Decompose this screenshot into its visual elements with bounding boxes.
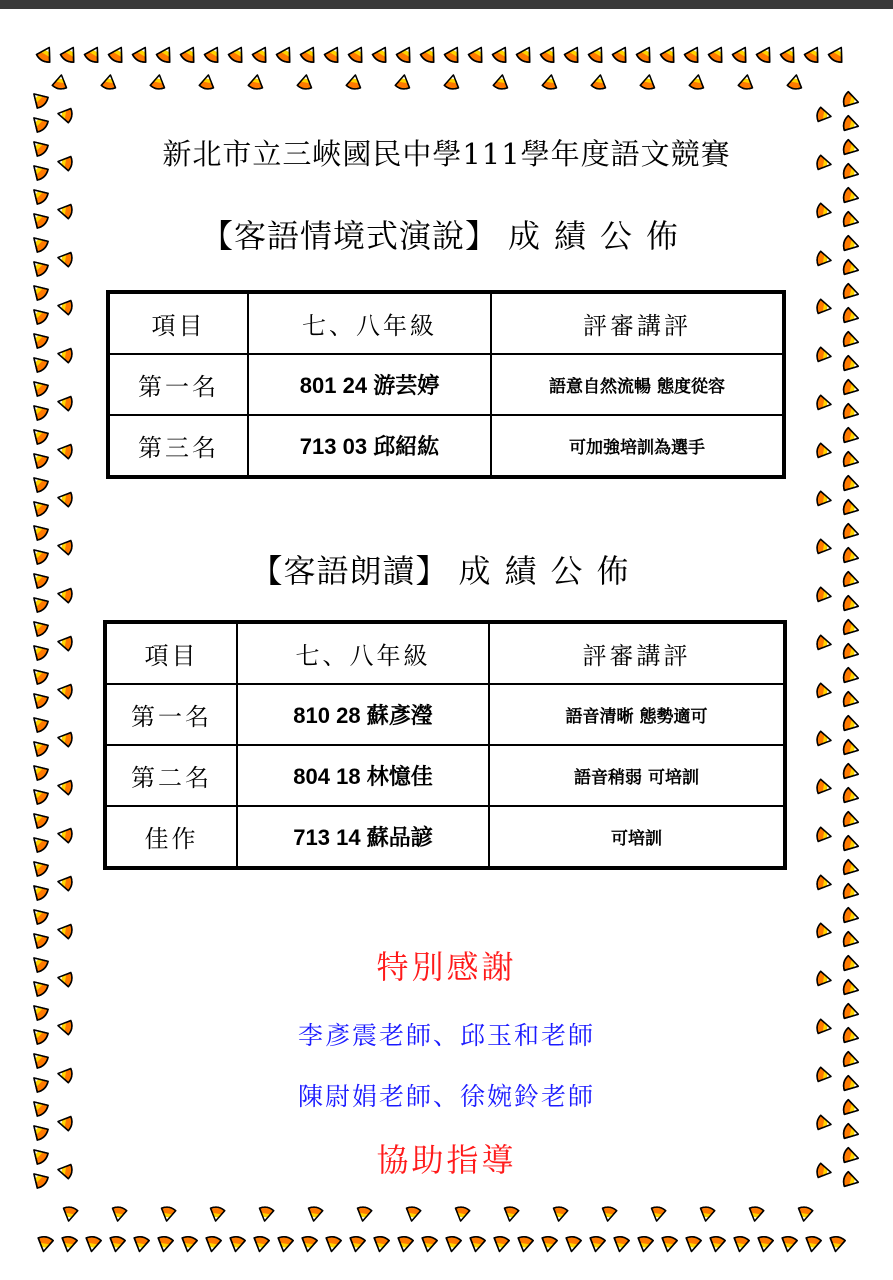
- candy-corn-icon: [683, 44, 704, 64]
- student-cell: 713 14 蘇品諺: [237, 806, 489, 868]
- thanks-closing: 協助指導: [376, 1141, 517, 1179]
- candy-corn-icon: [29, 641, 50, 662]
- comment-cell: 可加強培訓為選手: [491, 415, 784, 477]
- candy-corn-icon: [29, 713, 50, 734]
- candy-corn-icon: [731, 44, 752, 64]
- candy-corn-icon: [57, 299, 73, 316]
- candy-corn-icon: [60, 1236, 78, 1253]
- candy-corn-icon: [83, 44, 104, 64]
- candy-corn-icon: [228, 1236, 246, 1253]
- candy-corn-icon: [816, 443, 832, 460]
- candy-corn-icon: [57, 875, 73, 892]
- student-cell: 810 28 蘇彥瀅: [237, 684, 489, 745]
- candy-corn-icon: [29, 905, 50, 926]
- section1-heading: [0, 211, 893, 257]
- candy-corn-icon: [780, 1236, 798, 1253]
- candy-corn-icon: [36, 1236, 54, 1253]
- section2-heading-title: 【客語朗讀】: [250, 552, 449, 590]
- candy-corn-icon: [248, 74, 265, 90]
- candy-corn-icon: [57, 1115, 73, 1132]
- candy-corn-icon: [828, 1236, 846, 1253]
- candy-corn-icon: [842, 619, 860, 637]
- page-title: 新北市立三峽國民中學111學年度語文競賽: [162, 137, 731, 171]
- candy-corn-icon: [842, 115, 860, 133]
- candy-corn-icon: [588, 1236, 606, 1253]
- candy-corn-icon: [59, 44, 80, 64]
- table-row: [108, 354, 784, 415]
- student-cell: 801 24 游芸婷: [248, 354, 491, 415]
- candy-corn-icon: [29, 305, 50, 326]
- table-row: [108, 415, 784, 477]
- candy-corn-icon: [827, 44, 848, 64]
- candy-corn-icon: [276, 1236, 294, 1253]
- candy-corn-icon: [346, 74, 363, 90]
- candy-corn-icon: [29, 809, 50, 830]
- candy-corn-icon: [356, 1206, 373, 1222]
- candy-corn-icon: [842, 187, 860, 205]
- comment-cell: 可培訓: [489, 806, 785, 868]
- candy-corn-icon: [738, 74, 755, 90]
- candy-corn-icon: [29, 497, 50, 518]
- candy-corn-icon: [132, 1236, 150, 1253]
- candy-corn-icon: [307, 1206, 324, 1222]
- candy-corn-icon: [797, 1206, 814, 1222]
- candy-corn-icon: [29, 401, 50, 422]
- candy-corn-icon: [816, 731, 832, 748]
- candy-corn-icon: [179, 44, 200, 64]
- candy-corn-icon: [84, 1236, 102, 1253]
- candy-corn-icon: [636, 1236, 654, 1253]
- candy-corn-icon: [209, 1206, 226, 1222]
- candy-corn-icon: [227, 44, 248, 64]
- candy-corn-icon: [258, 1206, 275, 1222]
- candy-corn-icon: [29, 593, 50, 614]
- rank-cell: 佳作: [105, 806, 237, 868]
- candy-corn-icon: [842, 379, 860, 397]
- candy-corn-icon: [564, 1236, 582, 1253]
- candy-corn-icon: [57, 779, 73, 796]
- candy-corn-icon: [540, 1236, 558, 1253]
- candy-corn-icon: [842, 307, 860, 325]
- candy-corn-icon: [816, 299, 832, 316]
- candy-corn-icon: [29, 689, 50, 710]
- candy-corn-icon: [684, 1236, 702, 1253]
- candy-corn-icon: [348, 1236, 366, 1253]
- candy-corn-icon: [842, 355, 860, 373]
- candy-corn-icon: [131, 44, 152, 64]
- candy-corn-icon: [29, 89, 50, 110]
- candy-corn-icon: [444, 1236, 462, 1253]
- candy-corn-icon: [708, 1236, 726, 1253]
- candy-corn-icon: [57, 923, 73, 940]
- candy-corn-icon: [371, 44, 392, 64]
- candy-corn-icon: [57, 347, 73, 364]
- candy-corn-icon: [816, 875, 832, 892]
- candy-corn-icon: [842, 427, 860, 445]
- candy-corn-icon: [29, 377, 50, 398]
- candy-corn-icon: [842, 499, 860, 517]
- candy-corn-icon: [816, 395, 832, 412]
- candy-corn-icon: [816, 347, 832, 364]
- table-header-row: [108, 292, 784, 354]
- candy-corn-icon: [29, 113, 50, 134]
- candy-corn-icon: [842, 811, 860, 829]
- candy-corn-icon: [842, 1051, 860, 1069]
- table-row: [105, 745, 785, 806]
- candy-corn-icon: [842, 859, 860, 877]
- candy-corn-icon: [842, 907, 860, 925]
- candy-corn-icon: [29, 785, 50, 806]
- candy-corn-icon: [601, 1206, 618, 1222]
- candy-corn-icon: [180, 1236, 198, 1253]
- candy-corn-icon: [542, 74, 559, 90]
- candy-corn-icon: [842, 715, 860, 733]
- candy-corn-icon: [640, 74, 657, 90]
- candy-corn-icon: [199, 74, 216, 90]
- candy-corn-icon: [155, 44, 176, 64]
- candy-corn-icon: [203, 44, 224, 64]
- thanks-teachers-line-1: 李彥震老師、邱玉和老師: [297, 1021, 595, 1050]
- candy-corn-icon: [515, 44, 536, 64]
- section2-heading: [0, 546, 893, 592]
- candy-corn-icon: [29, 617, 50, 638]
- candy-corn-icon: [493, 74, 510, 90]
- candy-corn-icon: [787, 74, 804, 90]
- candy-corn-icon: [29, 521, 50, 542]
- candy-corn-icon: [300, 1236, 318, 1253]
- candy-corn-icon: [160, 1206, 177, 1222]
- candy-corn-icon: [29, 425, 50, 446]
- candy-corn-icon: [563, 44, 584, 64]
- candy-corn-icon: [297, 74, 314, 90]
- candy-corn-icon: [611, 44, 632, 64]
- candy-corn-icon: [29, 857, 50, 878]
- rank-cell: 第一名: [105, 684, 237, 745]
- candy-corn-icon: [57, 443, 73, 460]
- candy-corn-icon: [57, 635, 73, 652]
- candy-corn-icon: [29, 473, 50, 494]
- rank-cell: 第二名: [105, 745, 237, 806]
- candy-corn-icon: [420, 1236, 438, 1253]
- candy-corn-icon: [842, 667, 860, 685]
- section1-heading-title: 【客語情境式演說】: [200, 217, 498, 255]
- candy-corn-icon: [748, 1206, 765, 1222]
- candy-corn-icon: [732, 1236, 750, 1253]
- student-cell: 713 03 邱紹紘: [248, 415, 491, 477]
- header-comment: 評審講評: [491, 292, 784, 354]
- candy-corn-icon: [587, 44, 608, 64]
- candy-corn-icon: [204, 1236, 222, 1253]
- candy-corn-icon: [816, 779, 832, 796]
- candy-corn-icon: [57, 491, 73, 508]
- candy-corn-icon: [347, 44, 368, 64]
- candy-corn-icon: [395, 74, 412, 90]
- candy-corn-icon: [842, 259, 860, 277]
- candy-corn-icon: [816, 1115, 832, 1132]
- candy-corn-icon: [150, 74, 167, 90]
- candy-corn-icon: [29, 257, 50, 278]
- candy-corn-icon: [591, 74, 608, 90]
- candy-corn-icon: [842, 451, 860, 469]
- section2-heading-suffix: 成績公佈: [458, 552, 643, 590]
- candy-corn-icon: [756, 1236, 774, 1253]
- student-cell: 804 18 林憶佳: [237, 745, 489, 806]
- candy-corn-icon: [29, 761, 50, 782]
- candy-corn-icon: [842, 883, 860, 901]
- candy-corn-icon: [842, 739, 860, 757]
- candy-corn-icon: [842, 787, 860, 805]
- candy-corn-icon: [62, 1206, 79, 1222]
- candy-corn-icon: [842, 331, 860, 349]
- candy-corn-icon: [57, 395, 73, 412]
- header-grade: 七、八年級: [248, 292, 491, 354]
- candy-corn-icon: [635, 44, 656, 64]
- candy-corn-icon: [29, 329, 50, 350]
- candy-corn-icon: [804, 1236, 822, 1253]
- candy-corn-icon: [816, 923, 832, 940]
- header-grade: 七、八年級: [237, 622, 489, 684]
- header-item: 項目: [105, 622, 237, 684]
- table-row: [105, 684, 785, 745]
- candy-corn-icon: [552, 1206, 569, 1222]
- thanks-teachers-line-2: 陳尉娟老師、徐婉鈴老師: [297, 1082, 595, 1111]
- table-header-row: [105, 622, 785, 684]
- candy-corn-icon: [842, 691, 860, 709]
- candy-corn-icon: [779, 44, 800, 64]
- candy-corn-icon: [650, 1206, 667, 1222]
- candy-corn-icon: [107, 44, 128, 64]
- section2-results-table: [103, 620, 787, 870]
- candy-corn-icon: [816, 491, 832, 508]
- candy-corn-icon: [444, 74, 461, 90]
- candy-corn-icon: [842, 403, 860, 421]
- candy-corn-icon: [252, 1236, 270, 1253]
- candy-corn-icon: [842, 835, 860, 853]
- candy-corn-icon: [803, 44, 824, 64]
- rank-cell: 第三名: [108, 415, 248, 477]
- candy-corn-icon: [842, 643, 860, 661]
- candy-corn-icon: [323, 44, 344, 64]
- candy-corn-icon: [816, 635, 832, 652]
- candy-corn-icon: [251, 44, 272, 64]
- comment-cell: 語意自然流暢 態度從容: [491, 354, 784, 415]
- candy-corn-icon: [612, 1236, 630, 1253]
- candy-corn-icon: [29, 833, 50, 854]
- candy-corn-icon: [539, 44, 560, 64]
- candy-corn-icon: [842, 595, 860, 613]
- candy-corn-icon: [57, 107, 73, 124]
- candy-corn-icon: [659, 44, 680, 64]
- candy-corn-icon: [842, 91, 860, 109]
- candy-corn-icon: [156, 1236, 174, 1253]
- candy-corn-icon: [108, 1236, 126, 1253]
- candy-corn-icon: [396, 1236, 414, 1253]
- candy-corn-icon: [29, 281, 50, 302]
- thanks-title: 特別感謝: [376, 948, 517, 986]
- candy-corn-icon: [419, 44, 440, 64]
- candy-corn-icon: [29, 449, 50, 470]
- candy-corn-icon: [101, 74, 118, 90]
- section1-results-table: [106, 290, 786, 479]
- candy-corn-icon: [816, 683, 832, 700]
- candy-corn-icon: [299, 44, 320, 64]
- candy-corn-icon: [467, 44, 488, 64]
- candy-corn-icon: [842, 283, 860, 301]
- candy-corn-icon: [29, 737, 50, 758]
- candy-corn-icon: [842, 475, 860, 493]
- candy-corn-icon: [57, 683, 73, 700]
- comment-cell: 語音清晰 態勢適可: [489, 684, 785, 745]
- candy-corn-icon: [660, 1236, 678, 1253]
- candy-corn-icon: [29, 353, 50, 374]
- comment-cell: 語音稍弱 可培訓: [489, 745, 785, 806]
- candy-corn-icon: [468, 1236, 486, 1253]
- candy-corn-icon: [52, 74, 69, 90]
- candy-corn-icon: [491, 44, 512, 64]
- candy-corn-icon: [111, 1206, 128, 1222]
- candy-corn-icon: [503, 1206, 520, 1222]
- candy-corn-icon: [816, 827, 832, 844]
- candy-corn-icon: [699, 1206, 716, 1222]
- candy-corn-icon: [443, 44, 464, 64]
- candy-corn-icon: [29, 185, 50, 206]
- candy-corn-icon: [29, 881, 50, 902]
- candy-corn-icon: [372, 1236, 390, 1253]
- candy-corn-icon: [689, 74, 706, 90]
- candy-corn-icon: [57, 731, 73, 748]
- candy-corn-icon: [842, 763, 860, 781]
- candy-corn-icon: [405, 1206, 422, 1222]
- candy-corn-icon: [454, 1206, 471, 1222]
- header-comment: 評審講評: [489, 622, 785, 684]
- candy-corn-icon: [492, 1236, 510, 1253]
- header-item: 項目: [108, 292, 248, 354]
- candy-corn-icon: [57, 827, 73, 844]
- candy-corn-icon: [324, 1236, 342, 1253]
- candy-corn-icon: [29, 665, 50, 686]
- candy-corn-icon: [842, 523, 860, 541]
- rank-cell: 第一名: [108, 354, 248, 415]
- candy-corn-icon: [707, 44, 728, 64]
- candy-corn-icon: [755, 44, 776, 64]
- candy-corn-icon: [516, 1236, 534, 1253]
- candy-corn-icon: [816, 107, 832, 124]
- candy-corn-icon: [275, 44, 296, 64]
- candy-corn-icon: [35, 44, 56, 64]
- candy-corn-icon: [395, 44, 416, 64]
- section1-heading-suffix: 成績公佈: [508, 217, 693, 255]
- table-row: [105, 806, 785, 868]
